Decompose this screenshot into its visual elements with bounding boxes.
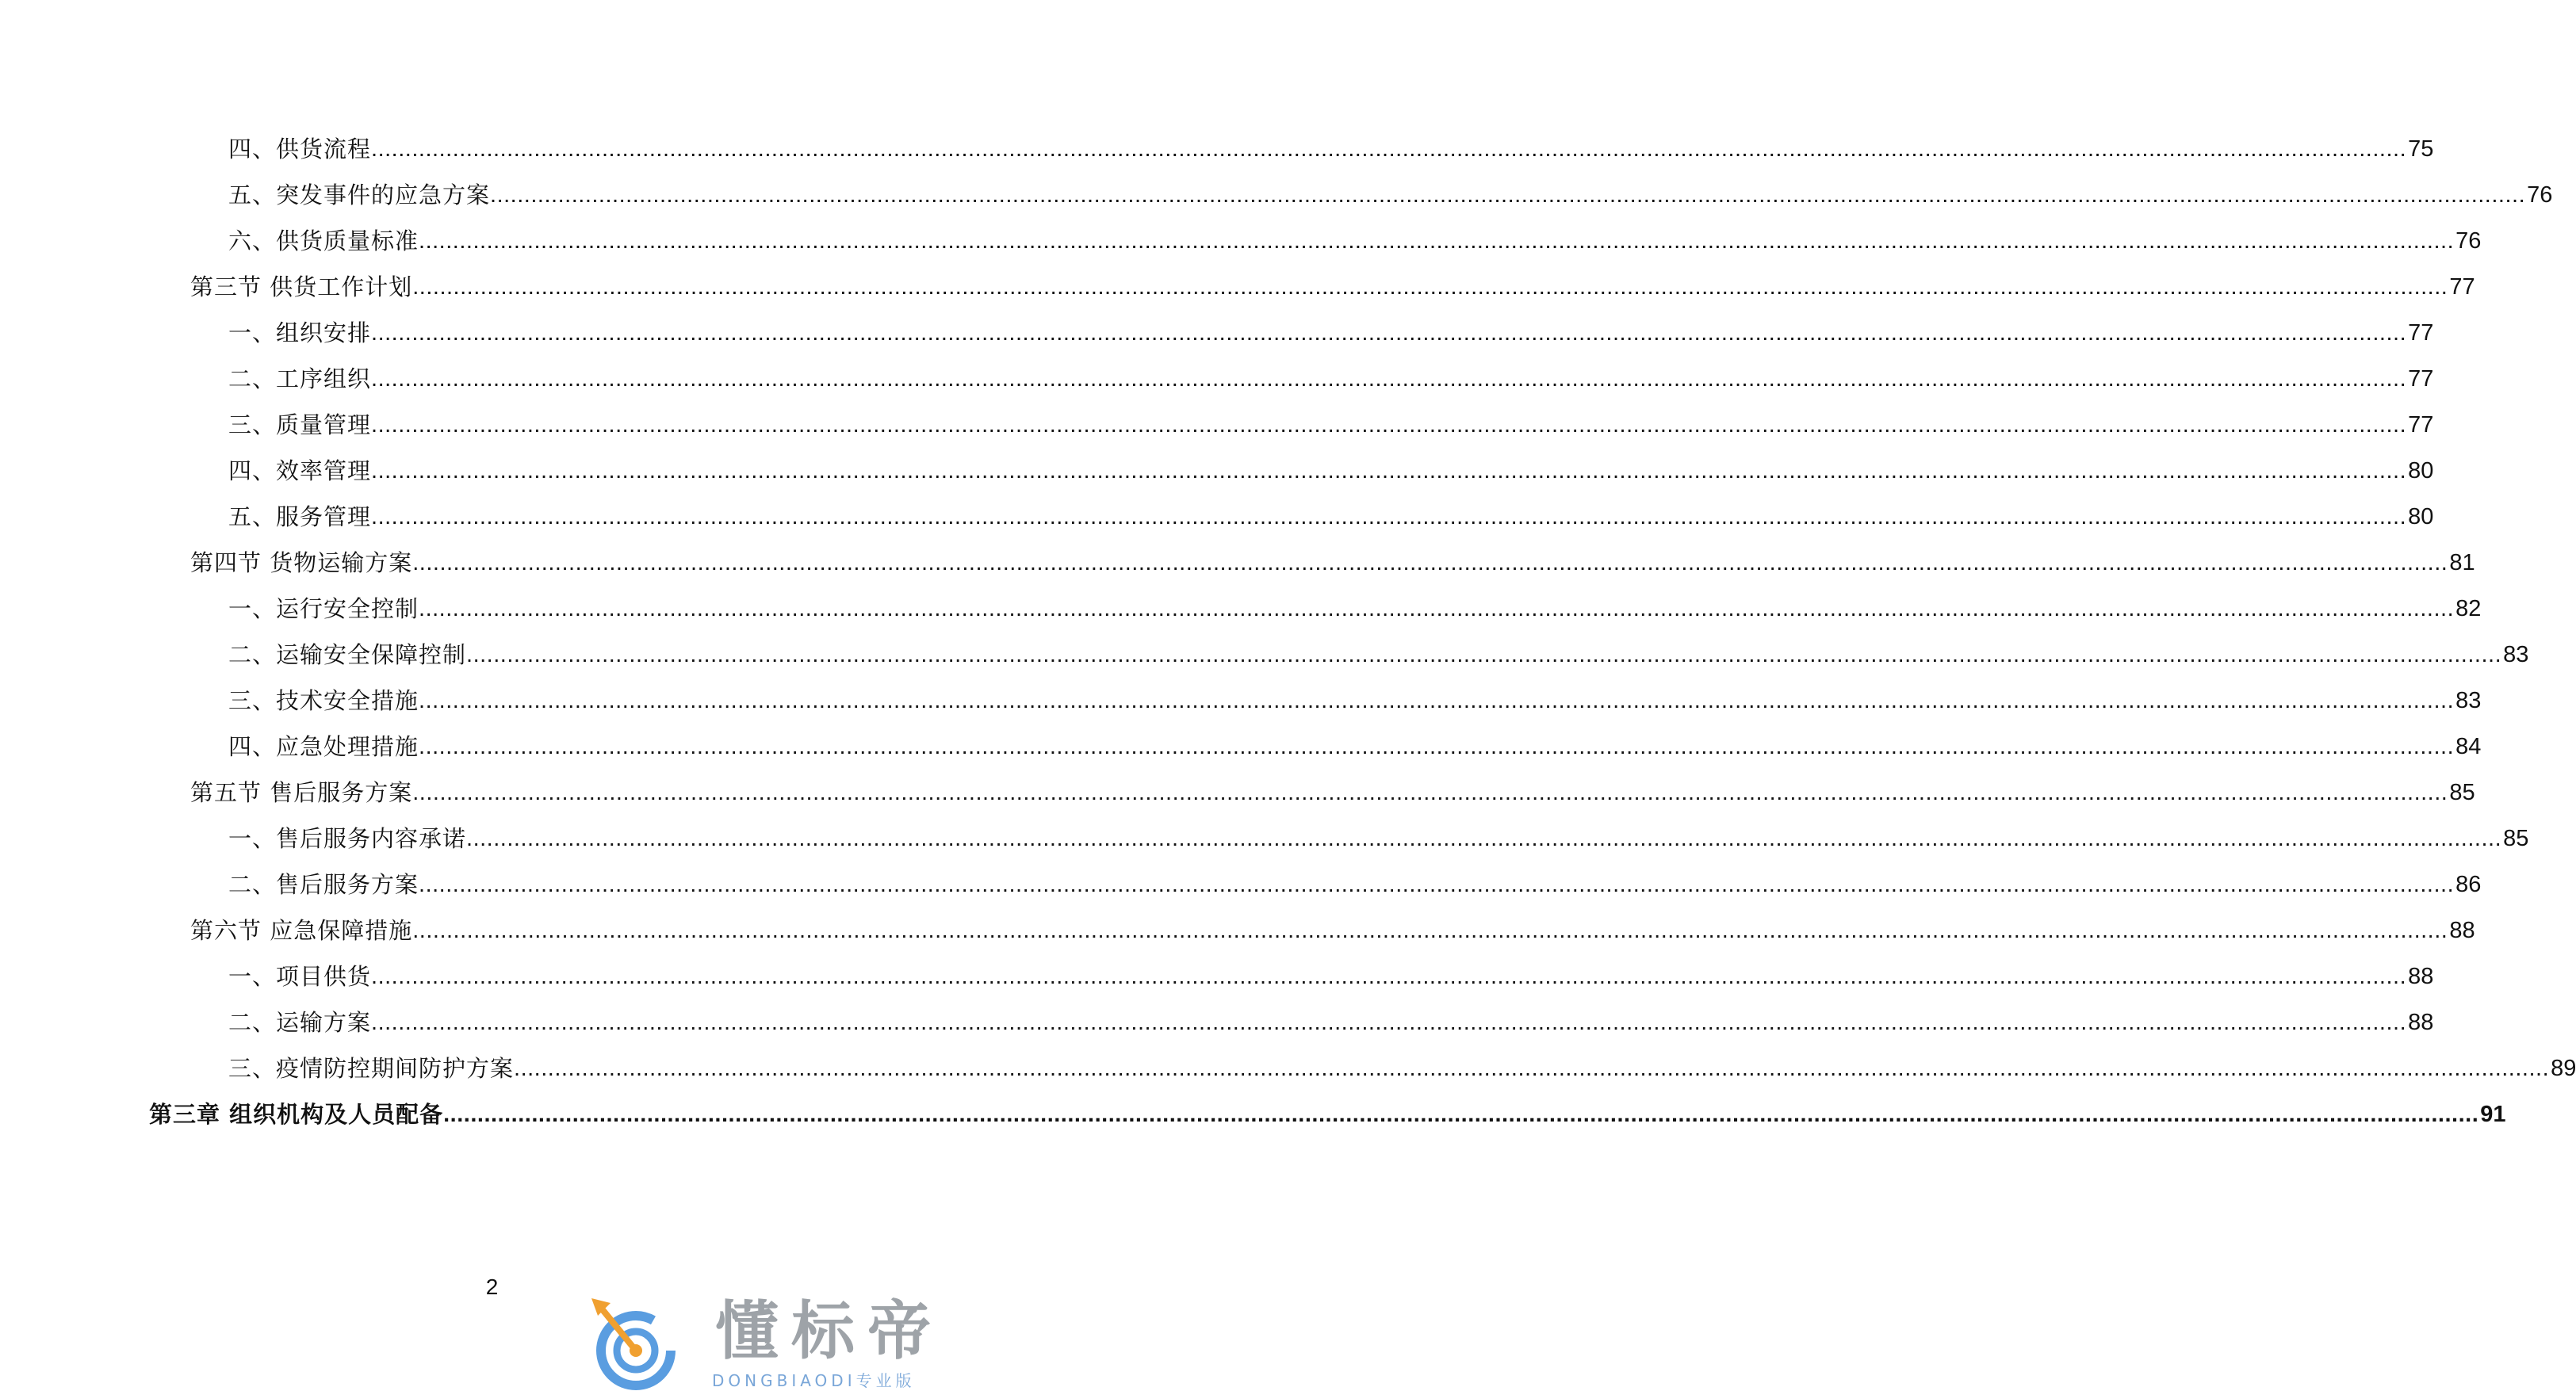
toc-entry-title: 第六节 应急保障措施: [190, 917, 413, 944]
toc-entry-title: 第三章 组织机构及人员配备: [149, 1101, 444, 1128]
watermark-brand-name: 懂标帝: [715, 1294, 944, 1368]
toc-entry-page: 80: [2408, 458, 2434, 483]
toc-entry-title: 二、运输安全保障控制: [228, 641, 467, 668]
toc-dot-leader: ............................................................................................................................................................................................................................................................................................................: [419, 688, 2455, 713]
toc-entry[interactable]: [190, 271, 2475, 303]
toc-entry-title: 二、运输方案: [228, 1009, 372, 1036]
toc-entry-page: 77: [2408, 320, 2434, 346]
toc-entry-title: 五、服务管理: [228, 503, 372, 530]
toc-entry-page: 76: [2455, 228, 2482, 254]
toc-entry-page: 86: [2455, 872, 2482, 897]
toc-entry[interactable]: [228, 179, 2553, 211]
toc-dot-leader: ............................................................................................................................................................................................................................................................................................................: [412, 780, 2448, 805]
toc-entry-page: 77: [2408, 366, 2434, 392]
toc-entry[interactable]: [149, 1099, 2506, 1130]
toc-entry[interactable]: [228, 823, 2529, 854]
toc-entry[interactable]: [228, 593, 2482, 625]
toc-entry-page: 83: [2503, 642, 2529, 667]
toc-entry[interactable]: [228, 961, 2434, 992]
toc-entry-title: 四、效率管理: [228, 457, 372, 484]
toc-entry-page: 85: [2503, 826, 2529, 851]
toc-entry[interactable]: [228, 639, 2529, 671]
toc-dot-leader: ............................................................................................................................................................................................................................................................................................................: [371, 1010, 2407, 1035]
toc-entry[interactable]: [228, 455, 2434, 487]
toc-entry-title: 五、突发事件的应急方案: [228, 182, 491, 208]
toc-entry-page: 77: [2449, 274, 2475, 300]
toc-dot-leader: ............................................................................................................................................................................................................................................................................................................: [412, 274, 2448, 300]
toc-entry-page: 77: [2408, 412, 2434, 438]
toc-entry-title: 一、组织安排: [228, 319, 372, 346]
toc-entry-page: 82: [2455, 596, 2482, 621]
toc-dot-leader: ............................................................................................................................................................................................................................................................................................................: [371, 136, 2407, 162]
toc-dot-leader: ............................................................................................................................................................................................................................................................................................................: [371, 964, 2407, 989]
toc-entry-page: 83: [2455, 688, 2482, 713]
toc-entry-title: 第三节 供货工作计划: [190, 273, 413, 300]
toc-entry-title: 三、技术安全措施: [228, 687, 419, 714]
toc-dot-leader: ............................................................................................................................................................................................................................................................................................................: [466, 642, 2502, 667]
toc-entry-title: 二、售后服务方案: [228, 871, 419, 898]
toc-entry-page: 88: [2408, 1010, 2434, 1035]
toc-entry-title: 三、质量管理: [228, 411, 372, 438]
toc-entry[interactable]: [228, 363, 2434, 395]
toc-dot-leader: ............................................................................................................................................................................................................................................................................................................: [371, 412, 2407, 438]
toc-dot-leader: ............................................................................................................................................................................................................................................................................................................: [419, 596, 2455, 621]
toc-entry[interactable]: [228, 409, 2434, 441]
toc-entry-page: 89: [2551, 1056, 2576, 1081]
toc-entry-page: 81: [2449, 550, 2475, 575]
toc-entry-title: 一、运行安全控制: [228, 595, 419, 622]
toc-entry-page: 91: [2480, 1102, 2506, 1127]
toc-entry-title: 四、供货流程: [228, 136, 372, 162]
toc-entry-page: 75: [2408, 136, 2434, 162]
toc-entry[interactable]: [190, 547, 2475, 579]
toc-dot-leader: ............................................................................................................................................................................................................................................................................................................: [419, 872, 2455, 897]
toc-entry[interactable]: [228, 225, 2482, 257]
toc-entry-page: 88: [2449, 918, 2475, 943]
toc-entry[interactable]: [228, 501, 2434, 533]
toc-entry[interactable]: [190, 777, 2475, 808]
toc-entry-title: 四、应急处理措施: [228, 733, 419, 760]
toc-entry[interactable]: [228, 317, 2434, 349]
toc-entry-title: 第四节 货物运输方案: [190, 549, 413, 576]
toc-dot-leader: ............................................................................................................................................................................................................................................................................................................: [371, 504, 2407, 529]
toc-entry-page: 85: [2449, 780, 2475, 805]
toc-entry[interactable]: [228, 731, 2482, 762]
toc-dot-leader: ............................................................................................................................................................................................................................................................................................................: [514, 1056, 2550, 1081]
toc-entry[interactable]: [228, 1007, 2434, 1038]
toc-entry-page: 84: [2455, 734, 2482, 759]
toc-entry-title: 三、疫情防控期间防护方案: [228, 1055, 515, 1082]
toc-dot-leader: ............................................................................................................................................................................................................................................................................................................: [412, 918, 2448, 943]
target-arrow-icon: [587, 1292, 698, 1390]
toc-entry[interactable]: [190, 915, 2475, 946]
toc-entry[interactable]: [228, 685, 2482, 717]
toc-entry-title: 一、项目供货: [228, 963, 372, 990]
toc-entry-title: 一、售后服务内容承诺: [228, 825, 467, 852]
watermark: [587, 1292, 984, 1390]
toc-dot-leader: ............................................................................................................................................................................................................................................................................................................: [371, 366, 2407, 392]
toc-entry-page: 76: [2527, 182, 2553, 208]
toc-dot-leader: ............................................................................................................................................................................................................................................................................................................: [419, 228, 2455, 254]
toc-entry-title: 第五节 售后服务方案: [190, 779, 413, 806]
toc-entry-title: 六、供货质量标准: [228, 227, 419, 254]
toc-entry[interactable]: [228, 869, 2482, 900]
toc-entry-title: 二、工序组织: [228, 365, 372, 392]
toc-entry[interactable]: [228, 133, 2434, 165]
toc-entry-page: 80: [2408, 504, 2434, 529]
toc-dot-leader: ............................................................................................................................................................................................................................................................................................................: [466, 826, 2502, 851]
toc-dot-leader: ............................................................................................................................................................................................................................................................................................................: [419, 734, 2455, 759]
toc-dot-leader: ............................................................................................................................................................................................................................................................................................................: [443, 1102, 2479, 1127]
watermark-brand-subtitle: DONGBIAODI专业版: [712, 1371, 916, 1390]
toc-entry[interactable]: [228, 1053, 2576, 1084]
toc-dot-leader: ............................................................................................................................................................................................................................................................................................................: [412, 550, 2448, 575]
toc-dot-leader: ............................................................................................................................................................................................................................................................................................................: [371, 320, 2407, 346]
toc-dot-leader: ............................................................................................................................................................................................................................................................................................................: [490, 182, 2526, 208]
page-number: 2: [485, 1274, 499, 1299]
toc-dot-leader: ............................................................................................................................................................................................................................................................................................................: [371, 458, 2407, 483]
toc-entry-page: 88: [2408, 964, 2434, 989]
